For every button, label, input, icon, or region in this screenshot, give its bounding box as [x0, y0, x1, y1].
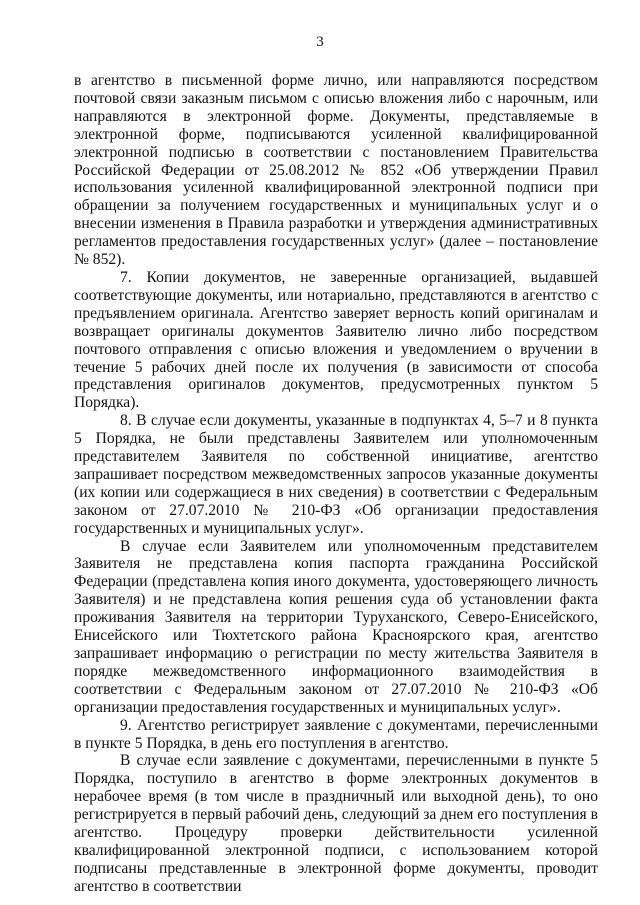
- page-number: 3: [316, 34, 324, 50]
- paragraph-item-9: 9. Агентство регистрирует заявление с документами, перечисленными в пункте 5 Порядка, в день его поступления в агентство.: [74, 716, 598, 752]
- paragraph-continuation: в агентство в письменной форме лично, или направляются посредством почтовой связи заказным письмом с описью вложения либо с нарочным, или направляются в электронной форме. Документы, представляемые в электронной форме, подписываются усиленной квалифицированной электронной подписью в соответствии с постановлением Правительства Российской Федерации от 25.08.2012 № 852 «Об утверждении Правил использования усиленной квалифицированной электронной подписи при обращении за получением государственных и муниципальных услуг и о внесении изменения в Правила разработки и утверждения административных регламентов предоставления государственных услуг» (далее – постановление № 852).: [74, 72, 598, 269]
- document-body: [74, 72, 598, 896]
- paragraph-item-7: 7. Копии документов, не заверенные организацией, выдавшей соответствующие документы, или нотариально, представляются в агентство с предъявлением оригинала. Агентство заверяет верность копий оригиналам и возвращает оригиналы документов Заявителю лично либо посредством почтового отправления с описью вложения и уведомлением о вручении в течение 5 рабочих дней после их получения (в зависимости от способа представления оригиналов документов, предусмотренных пунктом 5 Порядка).: [74, 268, 598, 412]
- paragraph-item-9-case: В случае если заявление с документами, перечисленными в пункте 5 Порядка, поступило в агентство в форме электронных документов в нерабочее время (в том числе в праздничный или выходной день), то оно регистрируется в первый рабочий день, следующий за днем его поступления в агентство. Процедуру проверки действительности усиленной квалифицированной электронной подписи, с использованием которой подписаны представленные в электронной форме документы, проводит агентство в соответствии: [74, 752, 598, 895]
- paragraph-item-8: 8. В случае если документы, указанные в подпунктах 4, 5–7 и 8 пункта 5 Порядка, не были представлены Заявителем или уполномоченным представителем Заявителя по собственной инициативе, агентство запрашивает посредством межведомственных запросов указанные документы (их копии или содержащиеся в них сведения) в соответствии с Федеральным законом от 27.07.2010 № 210-ФЗ «Об организации предоставления государственных и муниципальных услуг».: [74, 412, 598, 537]
- paragraph-item-8-case: В случае если Заявителем или уполномоченным представителем Заявителя не представлена копия паспорта гражданина Российской Федерации (представлена копия иного документа, удостоверяющего личность Заявителя) и не представлена копия решения суда об установлении факта проживания Заявителя на территории Туруханского, Северо-Енисейского, Енисейского или Тюхтетского района Красноярского края, агентство запрашивает информацию о регистрации по месту жительства Заявителя в порядке межведомственного информационного взаимодействия в соответствии с Федеральным законом от 27.07.2010 № 210-ФЗ «Об организации предоставления государственных и муниципальных услуг».: [74, 537, 598, 716]
